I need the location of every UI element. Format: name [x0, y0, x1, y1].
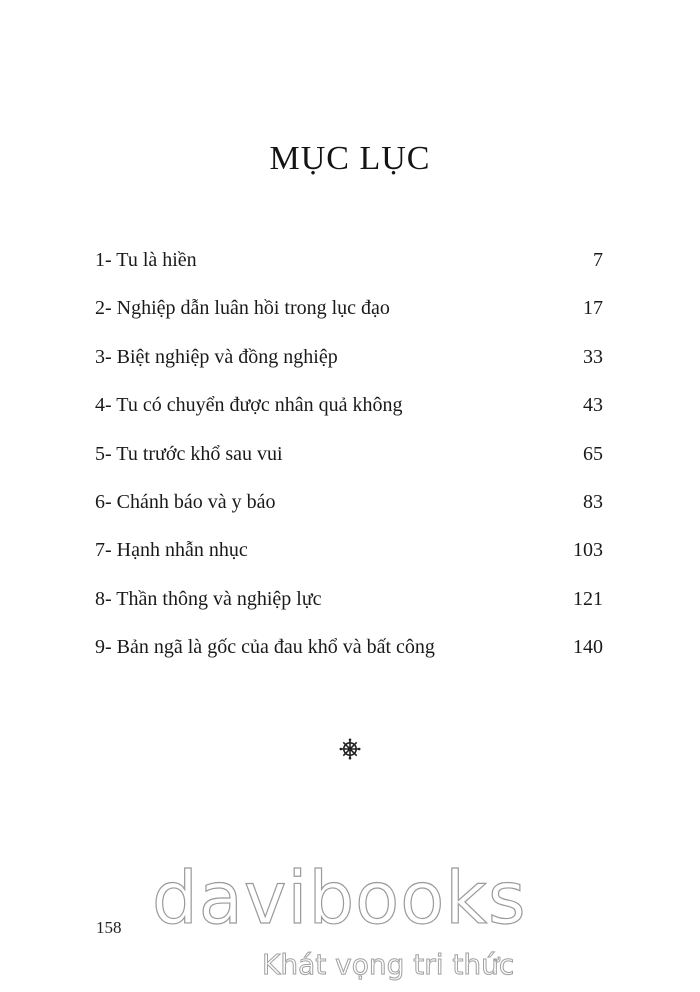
toc-entry-page: 140 [573, 636, 603, 659]
toc-entry-page: 103 [573, 539, 603, 562]
toc-entry-page: 33 [583, 345, 603, 368]
toc-entry-label: 3- Biệt nghiệp và đồng nghiệp [95, 345, 338, 368]
toc-entry-page: 121 [573, 587, 603, 610]
toc-entry-label: 4- Tu có chuyển được nhân quả không [95, 394, 403, 417]
toc-entry-label: 8- Thần thông và nghiệp lực [95, 587, 322, 610]
table-of-contents [95, 245, 603, 681]
toc-entry [95, 487, 603, 535]
dharma-wheel-icon [339, 738, 361, 760]
toc-entry-page: 83 [583, 490, 603, 513]
toc-entry-label: 7- Hạnh nhẫn nhục [95, 539, 248, 562]
page-title: MỤC LỤC [269, 140, 431, 177]
toc-entry-page: 17 [583, 297, 603, 320]
watermark-tagline: Khát vọng tri thức [262, 948, 515, 981]
toc-entry [95, 342, 603, 390]
toc-entry-label: 5- Tu trước khổ sau vui [95, 442, 283, 465]
toc-entry-label: 9- Bản ngã là gốc của đau khổ và bất công [95, 636, 435, 659]
toc-entry-page: 65 [583, 442, 603, 465]
toc-entry [95, 245, 603, 293]
watermark-brand: davibooks [152, 856, 527, 940]
toc-entry-page: 43 [583, 394, 603, 417]
toc-entry-label: 2- Nghiệp dẫn luân hồi trong lục đạo [95, 297, 390, 320]
page-number: 158 [96, 918, 122, 937]
toc-entry [95, 584, 603, 632]
toc-entry [95, 390, 603, 438]
toc-entry [95, 632, 603, 680]
toc-entry-page: 7 [593, 249, 603, 271]
toc-entry-label: 6- Chánh báo và y báo [95, 490, 276, 513]
toc-entry [95, 293, 603, 341]
toc-entry [95, 535, 603, 583]
toc-entry-label: 1- Tu là hiền [95, 249, 197, 271]
toc-entry [95, 439, 603, 487]
